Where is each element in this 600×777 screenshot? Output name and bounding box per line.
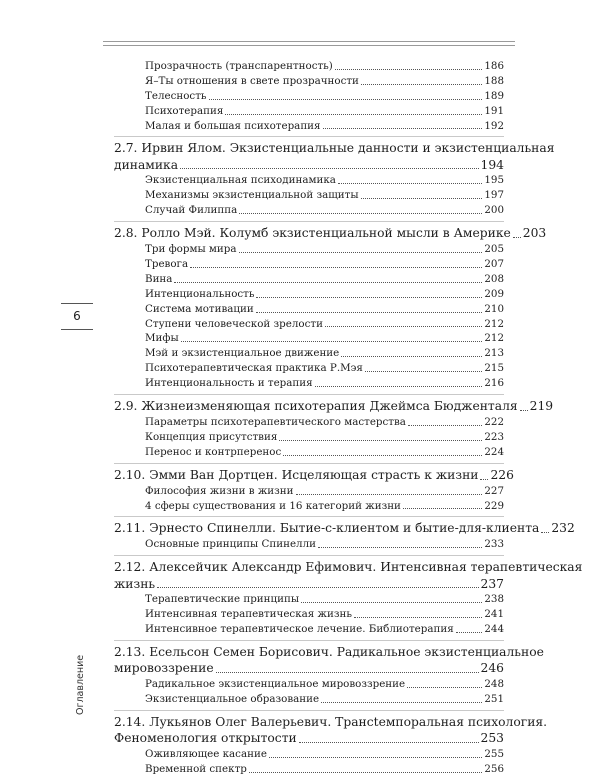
page-ref: 222 [484,416,504,429]
section-title-line1: 2.13. Есельсон Семен Борисович. Радикальное экзистенциальное [114,645,544,660]
subentry-title: Экзистенциальная психодинамика [145,174,336,187]
page-ref: 213 [484,347,504,360]
toc-subentry[interactable] [114,692,504,707]
subentry-title: Интенциональность и терапия [145,377,313,390]
page-ref: 226 [490,467,514,482]
running-head: Оглавление [75,654,86,715]
subentry-title: Мифы [145,332,179,345]
subentry-title: Прозрачность (транспарентность) [145,59,333,72]
dot-leader [541,532,549,533]
dot-leader [407,687,482,688]
page-ref: 208 [484,272,504,285]
section-divider [114,640,504,641]
dot-leader [365,371,482,372]
section-title: жизнь [114,576,156,591]
page-ref: 224 [484,445,504,458]
toc-subentry[interactable] [114,376,504,391]
page-ref: 191 [484,104,504,117]
page-ref: 194 [480,157,504,172]
section-divider [114,394,504,395]
section-divider [114,516,504,517]
toc-subentry[interactable] [114,622,504,637]
folio-rule [61,329,93,330]
section-divider [114,221,504,222]
page-ref: 246 [480,661,504,676]
subentry-title: Временной спектр [145,762,247,775]
subentry-title: Концепция присутствия [145,430,278,443]
subentry-title: Случай Филиппа [145,204,238,217]
toc-subentry[interactable] [114,173,504,188]
page-ref: 248 [484,678,504,691]
toc-subentry[interactable] [114,119,504,134]
subentry-title: Телесность [145,89,207,102]
subentry-title: Тревога [145,258,189,270]
section-divider [114,555,504,556]
subentry-title: Психотерапия [145,104,224,117]
subentry-title: Три формы мира [145,243,237,256]
dot-leader [338,183,482,184]
dot-leader [283,455,482,456]
page-ref: 232 [551,521,575,536]
toc-subentry[interactable] [114,445,504,460]
page-ref: 251 [484,692,504,705]
subentry-title: Механизмы экзистенциальной защиты [145,189,359,202]
page-ref: 215 [484,362,504,375]
toc-subentry[interactable] [114,302,504,317]
toc-subentry[interactable] [114,287,504,302]
toc-subentry[interactable] [114,747,504,762]
subentry-title: Оживляющее касание [145,747,267,760]
table-of-contents [114,59,583,777]
toc-subentry[interactable] [114,104,504,119]
dot-leader [318,547,482,548]
page-ref: 205 [484,243,504,256]
toc-subentry[interactable] [114,430,504,445]
subentry-title: Я–Ты отношения в свете прозрачности [145,74,359,87]
section-title: 2.10. Эмми Ван Дортцен. Исцеляющая страсть к жизни [114,467,479,482]
toc-subentry[interactable] [114,677,504,692]
toc-section-entry[interactable] [114,141,555,173]
page-ref: 212 [484,332,504,345]
dot-leader [249,772,482,773]
subentry-title: Ступени человеческой зрелости [145,317,323,330]
section-title: мировоззрение [114,661,214,676]
page-ref: 186 [484,59,504,72]
page-ref: 195 [484,174,504,187]
toc-section-entry[interactable] [114,714,548,747]
page-ref: 189 [484,89,504,102]
toc-section-entry[interactable] [114,560,583,592]
subentry-title: Терапевтические принципы [145,593,300,606]
section-title-line1: 2.7. Ирвин Ялом. Экзистенциальные данности и экзистенциальная [114,141,555,156]
subentry-title: Параметры психотерапевтического мастерства [145,416,406,429]
toc-subentry[interactable] [114,346,504,361]
toc-section-entry[interactable] [114,521,575,537]
page-ref: 203 [522,226,547,241]
section-divider [114,136,504,137]
page-ref: 233 [484,538,504,551]
section-title: Феноменология открытости [114,731,297,746]
subentry-title: Интенсивное терапевтическое лечение. Библиотерапия [145,623,454,636]
subentry-title: Психотерапевтическая практика Р.Мэя [145,362,363,375]
dot-leader [216,672,479,673]
dot-leader [209,99,483,100]
section-title: 2.9. Жизнеизменяющая психотерапия Джеймса Бюдженталя [114,399,518,414]
section-divider [114,710,504,711]
page-ref: 244 [484,623,504,636]
toc-subentry[interactable] [114,272,504,287]
section-title-line1: 2.14. Лукьянов Олег Валерьевич. Трансtемпоральная психология. [114,714,548,729]
page-ref: 255 [484,747,504,760]
dot-leader [256,297,482,298]
page-number: 6 [73,309,81,323]
page-ref: 229 [484,499,504,512]
section-title-line1: 2.12. Алексейчик Александр Ефимович. Интенсивная терапевтическая [114,560,583,575]
dot-leader [299,742,479,743]
dot-leader [403,508,482,509]
subentry-title: Основные принципы Спинелли [145,538,316,551]
toc-subentry[interactable] [114,203,504,218]
dot-leader [239,252,483,253]
page-ref: 212 [484,317,504,330]
dot-leader [335,69,483,70]
page-ref: 200 [484,204,504,217]
dot-leader [225,114,482,115]
page-ref: 192 [484,119,504,132]
dot-leader [157,587,478,588]
dot-leader [180,168,478,169]
subentry-title: Экзистенциальное образование [145,692,320,705]
page-ref: 219 [529,399,554,414]
dot-leader [361,198,483,199]
subentry-title: Перенос и контрперенос [145,445,282,458]
section-title: 2.8. Ролло Мэй. Колумб экзистенциальной мысли в Америке [114,226,511,241]
dot-leader [325,326,482,327]
dot-leader [190,267,482,268]
section-title: 2.11. Эрнесто Спинелли. Бытие-с-клиентом и бытие-для-клиента [114,521,540,536]
toc-subentry[interactable] [114,592,504,607]
dot-leader [239,213,482,214]
toc-subentry[interactable] [114,361,504,376]
toc-subentry[interactable] [114,331,504,346]
subentry-title: 4 сферы существования и 16 категорий жизни [145,499,401,512]
page-ref: 256 [484,762,504,775]
toc-subentry[interactable] [114,317,504,332]
page-ref: 241 [484,608,504,621]
page-ref: 216 [484,377,504,390]
subentry-title: Интенциональность [145,287,255,300]
page-ref: 197 [484,189,504,202]
dot-leader [361,84,482,85]
toc-subentry[interactable] [114,59,504,74]
subentry-title: Интенсивная терапевтическая жизнь [145,608,352,621]
section-divider [114,463,504,464]
dot-leader [321,702,482,703]
toc-subentry[interactable] [114,484,504,499]
dot-leader [520,410,528,411]
page-ref: 238 [484,593,504,606]
page-ref: 223 [484,430,504,443]
subentry-title: Мэй и экзистенциальное движение [145,347,340,360]
page-ref: 209 [484,287,504,300]
dot-leader [354,617,482,618]
page-ref: 210 [484,302,504,315]
dot-leader [181,341,483,342]
toc-subentry[interactable] [114,537,504,552]
dot-leader [341,356,482,357]
top-rule [103,41,515,42]
dot-leader [323,128,483,129]
dot-leader [269,757,482,758]
page-ref: 253 [480,731,504,746]
dot-leader [256,312,483,313]
section-title: динамика [114,157,179,172]
dot-leader [315,386,483,387]
toc-subentry[interactable] [114,607,504,622]
dot-leader [174,282,482,283]
toc-section-entry[interactable] [114,467,514,484]
folio-rule [61,303,93,304]
toc-subentry[interactable] [114,89,504,104]
toc-subentry[interactable] [114,188,504,203]
dot-leader [279,440,482,441]
toc-subentry[interactable] [114,242,504,257]
dot-leader [456,632,483,633]
page-ref: 207 [484,258,504,270]
dot-leader [301,602,482,603]
dot-leader [296,494,483,495]
page-ref: 237 [480,576,504,591]
subentry-title: Радикальное экзистенциальное мировоззрение [145,678,406,691]
page-ref: 227 [484,484,504,497]
toc-subentry[interactable] [114,257,504,272]
toc-subentry[interactable] [114,74,504,89]
subentry-title: Философия жизни в жизни [145,484,294,497]
subentry-title: Вина [145,272,173,285]
toc-subentry[interactable] [114,499,504,514]
dot-leader [480,479,488,480]
subentry-title: Малая и большая психотерапия [145,119,321,132]
toc-section-entry[interactable] [114,645,544,677]
toc-subentry[interactable] [114,415,504,430]
toc-subentry[interactable] [114,762,504,777]
toc-section-entry[interactable] [114,226,547,242]
subentry-title: Система мотивации [145,302,254,315]
top-rule [103,45,515,46]
dot-leader [513,237,521,238]
dot-leader [408,425,482,426]
toc-section-entry[interactable] [114,399,554,415]
page-ref: 188 [484,74,504,87]
